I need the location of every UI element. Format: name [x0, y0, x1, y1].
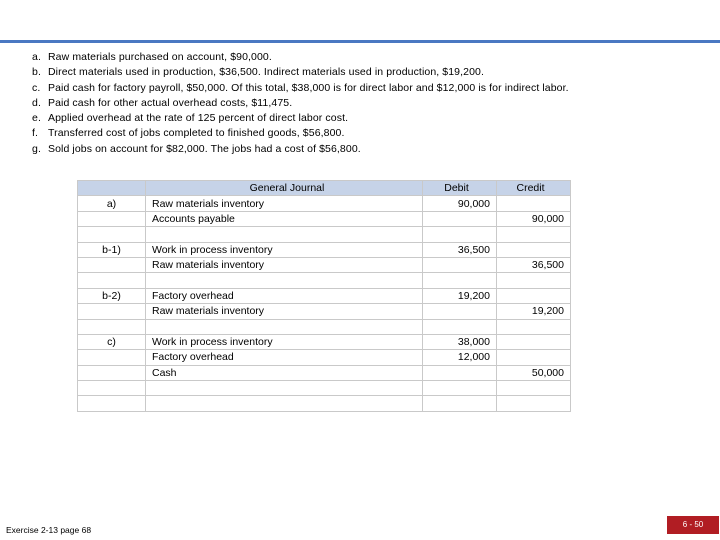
- journal-title: General Journal: [146, 181, 423, 196]
- journal-row: [78, 334, 571, 349]
- journal-credit: [497, 381, 571, 396]
- problem-item-text: Transferred cost of jobs completed to finished goods, $56,800.: [48, 127, 345, 140]
- journal-ref: [78, 273, 146, 288]
- problem-item-label: b.: [32, 66, 41, 79]
- journal-debit: 90,000: [423, 196, 497, 211]
- journal-row: [78, 350, 571, 365]
- problem-item-text: Direct materials used in production, $36,500. Indirect materials used in production, $19,200.: [48, 66, 484, 79]
- problem-item: [32, 50, 569, 65]
- journal-credit: 90,000: [497, 211, 571, 226]
- journal-debit: [423, 257, 497, 272]
- journal-account: [146, 396, 423, 411]
- journal-account: [146, 273, 423, 288]
- problem-item: [32, 96, 569, 111]
- journal-debit: [423, 304, 497, 319]
- journal-credit: [497, 396, 571, 411]
- journal-credit: [497, 273, 571, 288]
- journal-account: [146, 227, 423, 242]
- journal-credit: [497, 350, 571, 365]
- journal-ref: [78, 396, 146, 411]
- journal-account: Work in process inventory: [146, 334, 423, 349]
- problem-item: [32, 142, 569, 157]
- journal-row: [78, 257, 571, 272]
- journal-ref: b-2): [78, 288, 146, 303]
- journal-debit: [423, 319, 497, 334]
- journal-ref: b-1): [78, 242, 146, 257]
- journal-row: [78, 211, 571, 226]
- problem-item-label: g.: [32, 142, 41, 155]
- problem-list: [32, 50, 569, 157]
- journal-debit: [423, 211, 497, 226]
- problem-item: [32, 65, 569, 80]
- journal-credit: 19,200: [497, 304, 571, 319]
- journal-debit: [423, 365, 497, 380]
- journal-credit: [497, 196, 571, 211]
- journal-row: [78, 288, 571, 303]
- journal-ref: [78, 381, 146, 396]
- problem-item: [32, 111, 569, 126]
- problem-item-label: f.: [32, 127, 39, 140]
- general-journal-table: [77, 180, 571, 412]
- journal-account: Cash: [146, 365, 423, 380]
- journal-row: [78, 381, 571, 396]
- journal-row: [78, 227, 571, 242]
- problem-item-text: Paid cash for other actual overhead costs, $11,475.: [48, 96, 293, 109]
- problem-item-text: Sold jobs on account for $82,000. The jobs had a cost of $56,800.: [48, 142, 361, 155]
- journal-credit: [497, 227, 571, 242]
- debit-header: Debit: [423, 181, 497, 196]
- problem-item-label: e.: [32, 112, 41, 125]
- exercise-reference: Exercise 2-13 page 68: [6, 525, 92, 535]
- problem-item: [32, 81, 569, 96]
- problem-item: [32, 126, 569, 141]
- journal-body: [78, 196, 571, 411]
- journal-debit: 19,200: [423, 288, 497, 303]
- problem-item-text: Paid cash for factory payroll, $50,000. Of this total, $38,000 is for direct labor and $12,000 is for indirect labor.: [48, 81, 569, 94]
- journal-debit: [423, 381, 497, 396]
- credit-header: Credit: [497, 181, 571, 196]
- journal-debit: [423, 273, 497, 288]
- page-number-badge: 6 - 50: [667, 516, 719, 534]
- journal-account: Raw materials inventory: [146, 304, 423, 319]
- journal-row: [78, 242, 571, 257]
- journal-account: Raw materials inventory: [146, 257, 423, 272]
- journal-debit: 38,000: [423, 334, 497, 349]
- journal-debit: 36,500: [423, 242, 497, 257]
- journal-debit: [423, 227, 497, 242]
- journal-credit: [497, 288, 571, 303]
- journal-header-row: [78, 181, 571, 196]
- journal-ref: [78, 227, 146, 242]
- problem-item-text: Applied overhead at the rate of 125 percent of direct labor cost.: [48, 112, 349, 125]
- journal-account: [146, 319, 423, 334]
- journal-ref: [78, 257, 146, 272]
- top-rule: [0, 40, 720, 43]
- journal-row: [78, 365, 571, 380]
- journal-row: [78, 319, 571, 334]
- journal-debit: 12,000: [423, 350, 497, 365]
- journal-ref: c): [78, 334, 146, 349]
- journal-account: Accounts payable: [146, 211, 423, 226]
- problem-item-label: c.: [32, 81, 41, 94]
- problem-item-label: d.: [32, 96, 41, 109]
- journal-ref: [78, 211, 146, 226]
- journal-account: Factory overhead: [146, 350, 423, 365]
- journal-debit: [423, 396, 497, 411]
- journal-ref: [78, 304, 146, 319]
- journal-ref: a): [78, 196, 146, 211]
- journal-account: Factory overhead: [146, 288, 423, 303]
- journal-row: [78, 304, 571, 319]
- journal-ref: [78, 365, 146, 380]
- journal-ref: [78, 319, 146, 334]
- journal-credit: 36,500: [497, 257, 571, 272]
- journal-account: Work in process inventory: [146, 242, 423, 257]
- problem-item-label: a.: [32, 51, 41, 63]
- problem-item-text: Raw materials purchased on account, $90,000.: [48, 51, 272, 63]
- journal-row: [78, 273, 571, 288]
- journal-row: [78, 196, 571, 211]
- journal-credit: [497, 319, 571, 334]
- journal-credit: 50,000: [497, 365, 571, 380]
- journal-credit: [497, 334, 571, 349]
- journal-header-ref: [78, 181, 146, 196]
- journal-credit: [497, 242, 571, 257]
- journal-row: [78, 396, 571, 411]
- journal-ref: [78, 350, 146, 365]
- journal-account: Raw materials inventory: [146, 196, 423, 211]
- journal-account: [146, 381, 423, 396]
